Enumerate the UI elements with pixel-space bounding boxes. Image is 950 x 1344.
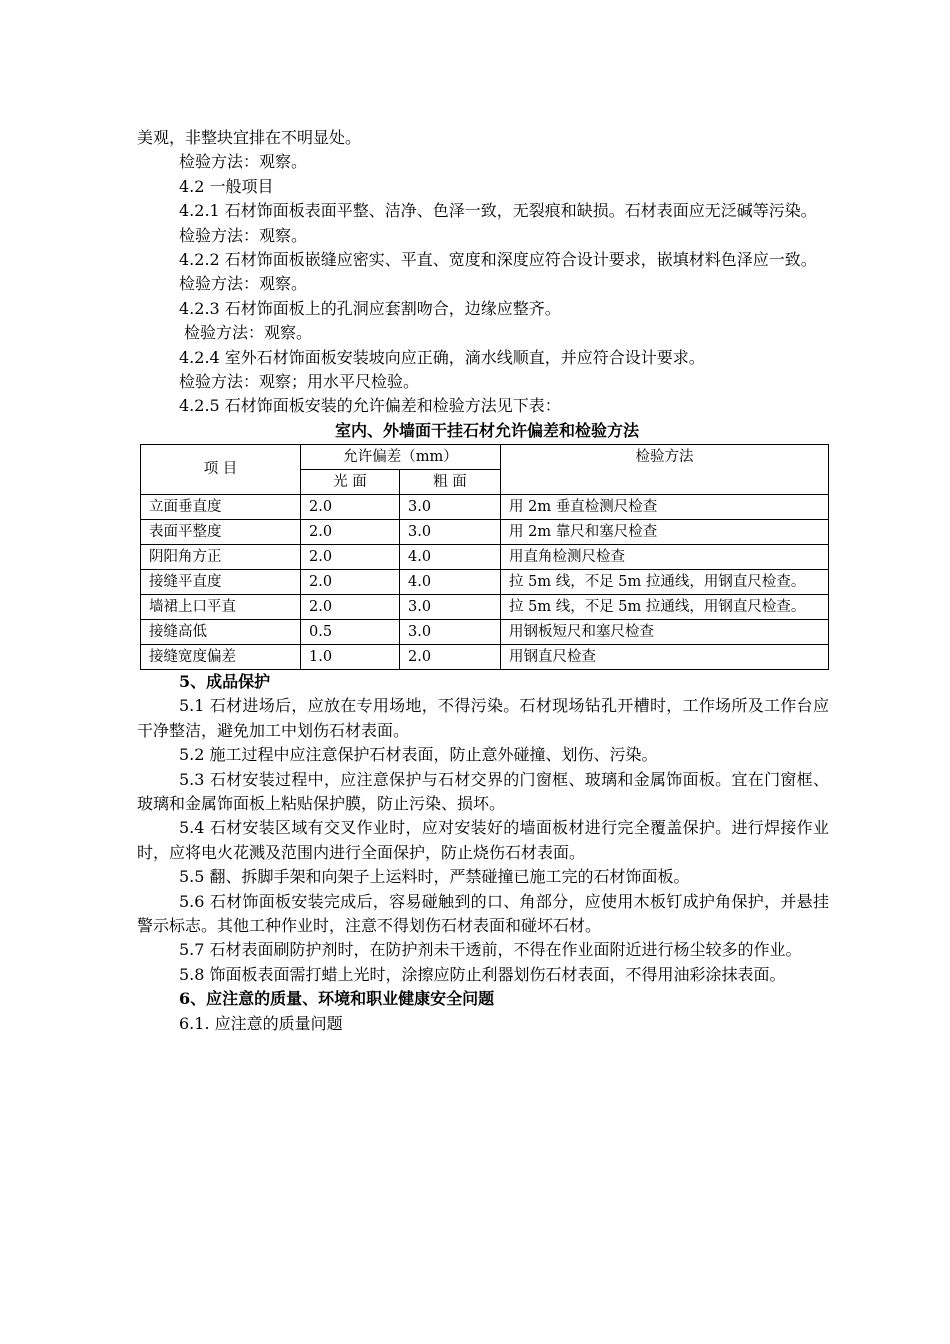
cell-smooth: 1.0 — [301, 644, 400, 669]
cell-method: 用钢板短尺和塞尺检查 — [501, 619, 829, 644]
header-method: 检验方法 — [501, 444, 829, 494]
cell-smooth: 0.5 — [301, 619, 400, 644]
paragraph: 5.5 翻、拆脚手架和向架子上运料时，严禁碰撞已施工完的石材饰面板。 — [179, 867, 690, 887]
table-title: 室内、外墙面干挂石材允许偏差和检验方法 — [334, 420, 639, 440]
paragraph: 4.2.3 石材饰面板上的孔洞应套割吻合，边缘应整齐。 — [179, 298, 561, 318]
cell-item: 阴阳角方正 — [141, 544, 301, 569]
cell-method: 用 2m 垂直检测尺检查 — [501, 494, 829, 519]
header-tolerance: 允许偏差（mm） — [301, 444, 501, 469]
table-row — [141, 519, 829, 544]
cell-item: 接缝高低 — [141, 619, 301, 644]
cell-method: 用直角检测尺检查 — [501, 544, 829, 569]
cell-rough: 2.0 — [400, 644, 501, 669]
paragraph: 5.7 石材表面刷防护剂时，在防护剂未干透前，不得在作业面附近进行杨尘较多的作业。 — [179, 940, 802, 960]
cell-rough: 3.0 — [400, 594, 501, 619]
paragraph: 5.2 施工过程中应注意保护石材表面，防止意外碰撞、划伤、污染。 — [179, 745, 658, 765]
cell-rough: 3.0 — [400, 519, 501, 544]
cell-method: 拉 5m 线，不足 5m 拉通线，用钢直尺检查。 — [501, 569, 829, 594]
subsection-heading: 6.1. 应注意的质量问题 — [179, 1013, 343, 1033]
cell-rough: 3.0 — [400, 619, 501, 644]
paragraph: 美观，非整块宜排在不明显处。 — [137, 128, 362, 147]
header-smooth: 光 面 — [301, 469, 400, 494]
cell-item: 接缝平直度 — [141, 569, 301, 594]
cell-smooth: 2.0 — [301, 544, 400, 569]
table-header-row — [141, 444, 829, 469]
table-row — [141, 494, 829, 519]
cell-method: 用钢直尺检查 — [501, 644, 829, 669]
paragraph: 4.2.1 石材饰面板表面平整、洁净、色泽一致，无裂痕和缺损。石材表面应无泛碱等污染。 — [179, 201, 817, 221]
document-page — [137, 126, 829, 1036]
tolerance-table — [140, 444, 829, 670]
cell-item: 墙裙上口平直 — [141, 594, 301, 619]
paragraph: 5.1 石材进场后，应放在专用场地，不得污染。石材现场钻孔开槽时，工作场所及工作台应干净整洁，避免加工中划伤石材表面。 — [137, 696, 829, 740]
paragraph: 5.8 饰面板表面需打蜡上光时，涂擦应防止利器划伤石材表面，不得用油彩涂抹表面。 — [179, 964, 786, 984]
cell-rough: 3.0 — [400, 494, 501, 519]
paragraph: 检验方法：观察。 — [179, 152, 308, 172]
paragraph: 检验方法：观察。 — [184, 323, 313, 343]
paragraph: 4.2.5 石材饰面板安装的允许偏差和检验方法见下表： — [179, 396, 561, 416]
cell-smooth: 2.0 — [301, 569, 400, 594]
paragraph: 检验方法：观察；用水平尺检验。 — [179, 372, 420, 392]
section-heading: 6、应注意的质量、环境和职业健康安全问题 — [179, 989, 495, 1009]
cell-method: 用 2m 靠尺和塞尺检查 — [501, 519, 829, 544]
table-row — [141, 644, 829, 669]
cell-smooth: 2.0 — [301, 494, 400, 519]
section-heading: 4.2 一般项目 — [179, 176, 274, 196]
paragraph: 4.2.2 石材饰面板嵌缝应密实、平直、宽度和深度应符合设计要求，嵌填材料色泽应一致。 — [179, 250, 817, 270]
cell-item: 立面垂直度 — [141, 494, 301, 519]
cell-smooth: 2.0 — [301, 594, 400, 619]
paragraph: 5.6 石材饰面板安装完成后，容易碰触到的口、角部分，应使用木板钉成护角保护，并悬挂警示标志。其他工种作业时，注意不得划伤石材表面和碰坏石材。 — [137, 891, 829, 935]
header-rough: 粗 面 — [400, 469, 501, 494]
paragraph: 检验方法：观察。 — [179, 274, 308, 294]
table-row — [141, 594, 829, 619]
paragraph: 检验方法：观察。 — [179, 225, 308, 245]
paragraph: 5.3 石材安装过程中，应注意保护与石材交界的门窗框、玻璃和金属饰面板。宜在门窗框、玻璃和金属饰面板上粘贴保护膜，防止污染、损坏。 — [137, 769, 829, 813]
cell-item: 表面平整度 — [141, 519, 301, 544]
cell-rough: 4.0 — [400, 569, 501, 594]
header-item: 项 目 — [141, 444, 301, 494]
table-row — [141, 569, 829, 594]
table-row — [141, 619, 829, 644]
cell-rough: 4.0 — [400, 544, 501, 569]
table-row — [141, 544, 829, 569]
cell-item: 接缝宽度偏差 — [141, 644, 301, 669]
section-heading: 5、成品保护 — [179, 671, 271, 691]
cell-method: 拉 5m 线，不足 5m 拉通线，用钢直尺检查。 — [501, 594, 829, 619]
cell-smooth: 2.0 — [301, 519, 400, 544]
paragraph: 5.4 石材安装区域有交叉作业时，应对安装好的墙面板材进行完全覆盖保护。进行焊接作业时，应将电火花溅及范围内进行全面保护，防止烧伤石材表面。 — [137, 818, 829, 862]
paragraph: 4.2.4 室外石材饰面板安装坡向应正确，滴水线顺直，并应符合设计要求。 — [179, 347, 705, 367]
